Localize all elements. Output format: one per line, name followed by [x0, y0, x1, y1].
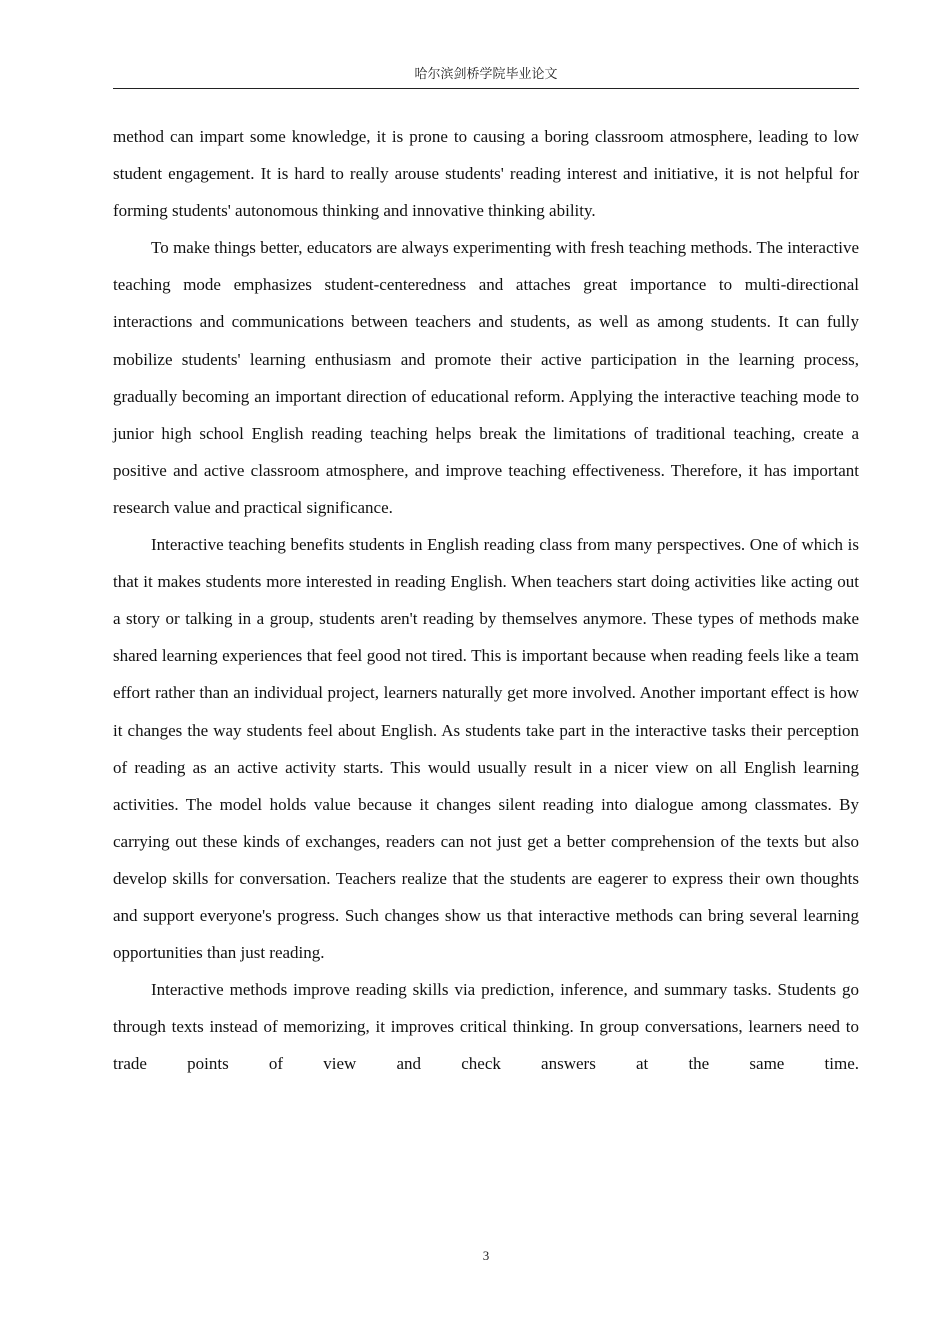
- page-number: 3: [482, 1248, 490, 1263]
- header-title: 哈尔滨剑桥学院毕业论文: [414, 67, 558, 82]
- paragraph-reading-skills: Interactive methods improve reading skills via prediction, inference, and summary tasks. Students go through texts instead of memorizing, it improves critical thinking. In group conversations, learners need to trade points of view and check answers at the same time.: [113, 980, 859, 1074]
- page-header: [113, 64, 859, 89]
- paragraph-interactive-benefits: Interactive teaching benefits students in English reading class from many perspectives. One of which is that it makes students more interested in reading English. When teachers start doing activities like acting out a story or talking in a group, students aren't reading by themselves anymore. These types of methods make shared learning experiences that feel good not tired. This is important because when reading feels like a team effort rather than an individual project, learners naturally get more involved. Another important effect is how it changes the way students feel about English. As students take part in the interactive tasks their perception of reading as an active activity starts. This would usually result in a nicer view on all English learning activities. The model holds value because it changes silent reading into dialogue among classmates. By carrying out these kinds of exchanges, readers can not just get a better comprehension of the texts but also develop skills for conversation. Teachers realize that the students are eagerer to express their own thoughts and support everyone's progress. Such changes show us that interactive methods can bring several learning opportunities than just reading.: [113, 535, 859, 963]
- paragraph-teaching-methods: To make things better, educators are always experimenting with fresh teaching methods. The interactive teaching mode emphasizes student-centeredness and attaches great importance to multi-directional interactions and communications between teachers and students, as well as among students. It can fully mobilize students' learning enthusiasm and promote their active participation in the learning process, gradually becoming an important direction of educational reform. Applying the interactive teaching mode to junior high school English reading teaching helps break the limitations of traditional teaching, create a positive and active classroom atmosphere, and improve teaching effectiveness. Therefore, it has important research value and practical significance.: [113, 238, 859, 517]
- paragraph-continuation: method can impart some knowledge, it is prone to causing a boring classroom atmosphere, leading to low student engagement. It is hard to really arouse students' reading interest and initiative, it is not helpful for forming students' autonomous thinking and innovative thinking ability.: [113, 127, 859, 221]
- body-text: [113, 118, 859, 1082]
